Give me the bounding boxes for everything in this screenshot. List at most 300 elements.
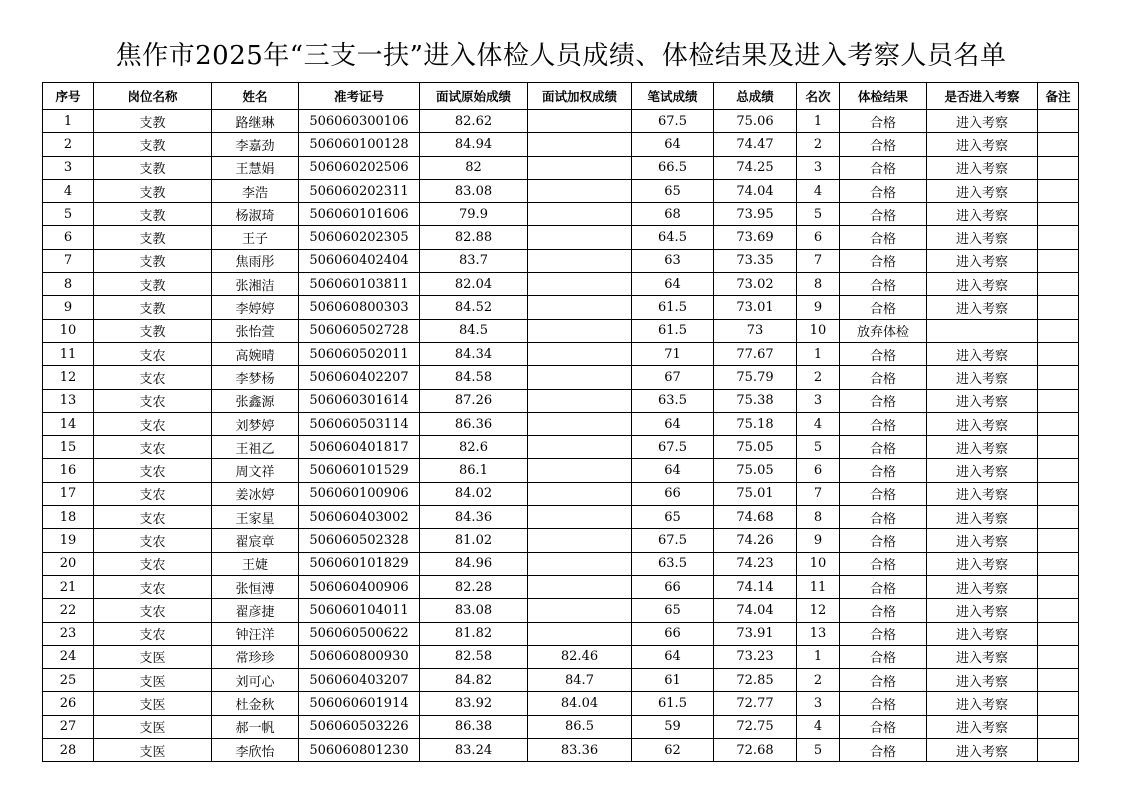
total-score-cell: 73.95 bbox=[714, 203, 797, 226]
rank-cell: 6 bbox=[797, 459, 840, 482]
interview-weighted-score-cell bbox=[528, 389, 632, 412]
index-cell: 18 bbox=[43, 506, 94, 529]
position-cell: 支医 bbox=[94, 739, 212, 762]
interview-weighted-score-cell: 82.46 bbox=[528, 645, 632, 668]
interview-raw-score-cell: 84.34 bbox=[420, 342, 528, 365]
table-row bbox=[43, 482, 1079, 505]
name-cell: 王婕 bbox=[212, 552, 299, 575]
position-cell: 支教 bbox=[94, 156, 212, 179]
interview-raw-score-cell: 82.58 bbox=[420, 645, 528, 668]
interview-raw-score-cell: 83.08 bbox=[420, 599, 528, 622]
total-score-cell: 77.67 bbox=[714, 342, 797, 365]
name-cell: 王慧娟 bbox=[212, 156, 299, 179]
rank-cell: 4 bbox=[797, 715, 840, 738]
index-cell: 28 bbox=[43, 739, 94, 762]
total-score-cell: 74.23 bbox=[714, 552, 797, 575]
physical-exam-result-cell: 合格 bbox=[840, 715, 927, 738]
table-row bbox=[43, 692, 1079, 715]
interview-weighted-score-cell bbox=[528, 459, 632, 482]
enter-inspection-cell: 进入考察 bbox=[927, 692, 1038, 715]
column-header-total-score: 总成绩 bbox=[714, 83, 797, 110]
physical-exam-result-cell: 合格 bbox=[840, 436, 927, 459]
enter-inspection-cell: 进入考察 bbox=[927, 366, 1038, 389]
name-cell: 李浩 bbox=[212, 179, 299, 202]
index-cell: 20 bbox=[43, 552, 94, 575]
physical-exam-result-cell: 合格 bbox=[840, 459, 927, 482]
name-cell: 李梦杨 bbox=[212, 366, 299, 389]
written-score-cell: 65 bbox=[632, 599, 714, 622]
interview-raw-score-cell: 84.5 bbox=[420, 319, 528, 342]
index-cell: 2 bbox=[43, 133, 94, 156]
interview-weighted-score-cell bbox=[528, 203, 632, 226]
interview-weighted-score-cell bbox=[528, 436, 632, 459]
position-cell: 支农 bbox=[94, 506, 212, 529]
name-cell: 杨淑琦 bbox=[212, 203, 299, 226]
interview-weighted-score-cell bbox=[528, 599, 632, 622]
index-cell: 8 bbox=[43, 273, 94, 296]
ticket-number-cell: 506060800930 bbox=[299, 645, 420, 668]
written-score-cell: 64 bbox=[632, 459, 714, 482]
written-score-cell: 67.5 bbox=[632, 436, 714, 459]
enter-inspection-cell: 进入考察 bbox=[927, 389, 1038, 412]
enter-inspection-cell: 进入考察 bbox=[927, 226, 1038, 249]
name-cell: 张鑫源 bbox=[212, 389, 299, 412]
written-score-cell: 66.5 bbox=[632, 156, 714, 179]
position-cell: 支农 bbox=[94, 459, 212, 482]
interview-weighted-score-cell bbox=[528, 622, 632, 645]
physical-exam-result-cell: 合格 bbox=[840, 273, 927, 296]
enter-inspection-cell: 进入考察 bbox=[927, 342, 1038, 365]
remarks-cell bbox=[1038, 482, 1079, 505]
position-cell: 支农 bbox=[94, 342, 212, 365]
total-score-cell: 74.14 bbox=[714, 575, 797, 598]
interview-raw-score-cell: 82 bbox=[420, 156, 528, 179]
enter-inspection-cell: 进入考察 bbox=[927, 133, 1038, 156]
interview-weighted-score-cell bbox=[528, 273, 632, 296]
total-score-cell: 75.06 bbox=[714, 110, 797, 133]
position-cell: 支教 bbox=[94, 203, 212, 226]
ticket-number-cell: 506060502328 bbox=[299, 529, 420, 552]
position-cell: 支教 bbox=[94, 319, 212, 342]
ticket-number-cell: 506060101529 bbox=[299, 459, 420, 482]
physical-exam-result-cell: 合格 bbox=[840, 366, 927, 389]
ticket-number-cell: 506060104011 bbox=[299, 599, 420, 622]
column-header-rank: 名次 bbox=[797, 83, 840, 110]
name-cell: 张恒溥 bbox=[212, 575, 299, 598]
ticket-number-cell: 506060801230 bbox=[299, 739, 420, 762]
total-score-cell: 74.26 bbox=[714, 529, 797, 552]
written-score-cell: 64 bbox=[632, 273, 714, 296]
position-cell: 支农 bbox=[94, 436, 212, 459]
written-score-cell: 59 bbox=[632, 715, 714, 738]
ticket-number-cell: 506060601914 bbox=[299, 692, 420, 715]
position-cell: 支农 bbox=[94, 482, 212, 505]
interview-raw-score-cell: 84.82 bbox=[420, 669, 528, 692]
enter-inspection-cell: 进入考察 bbox=[927, 575, 1038, 598]
position-cell: 支农 bbox=[94, 575, 212, 598]
rank-cell: 2 bbox=[797, 366, 840, 389]
ticket-number-cell: 506060403002 bbox=[299, 506, 420, 529]
name-cell: 王家星 bbox=[212, 506, 299, 529]
index-cell: 3 bbox=[43, 156, 94, 179]
index-cell: 22 bbox=[43, 599, 94, 622]
name-cell: 张湘洁 bbox=[212, 273, 299, 296]
rank-cell: 2 bbox=[797, 669, 840, 692]
index-cell: 17 bbox=[43, 482, 94, 505]
physical-exam-result-cell: 合格 bbox=[840, 156, 927, 179]
column-header-written-score: 笔试成绩 bbox=[632, 83, 714, 110]
rank-cell: 4 bbox=[797, 412, 840, 435]
enter-inspection-cell: 进入考察 bbox=[927, 273, 1038, 296]
table-row bbox=[43, 273, 1079, 296]
table-row bbox=[43, 156, 1079, 179]
ticket-number-cell: 506060202311 bbox=[299, 179, 420, 202]
enter-inspection-cell: 进入考察 bbox=[927, 715, 1038, 738]
enter-inspection-cell: 进入考察 bbox=[927, 482, 1038, 505]
remarks-cell bbox=[1038, 156, 1079, 179]
physical-exam-result-cell: 合格 bbox=[840, 645, 927, 668]
position-cell: 支医 bbox=[94, 715, 212, 738]
index-cell: 14 bbox=[43, 412, 94, 435]
name-cell: 路继琳 bbox=[212, 110, 299, 133]
remarks-cell bbox=[1038, 645, 1079, 668]
written-score-cell: 61.5 bbox=[632, 319, 714, 342]
written-score-cell: 64 bbox=[632, 645, 714, 668]
total-score-cell: 75.01 bbox=[714, 482, 797, 505]
table-row bbox=[43, 715, 1079, 738]
index-cell: 15 bbox=[43, 436, 94, 459]
remarks-cell bbox=[1038, 296, 1079, 319]
position-cell: 支医 bbox=[94, 669, 212, 692]
remarks-cell bbox=[1038, 622, 1079, 645]
name-cell: 常珍珍 bbox=[212, 645, 299, 668]
total-score-cell: 74.47 bbox=[714, 133, 797, 156]
ticket-number-cell: 506060402207 bbox=[299, 366, 420, 389]
total-score-cell: 75.05 bbox=[714, 436, 797, 459]
index-cell: 21 bbox=[43, 575, 94, 598]
total-score-cell: 75.38 bbox=[714, 389, 797, 412]
remarks-cell bbox=[1038, 739, 1079, 762]
physical-exam-result-cell: 合格 bbox=[840, 203, 927, 226]
interview-weighted-score-cell bbox=[528, 156, 632, 179]
table-row bbox=[43, 389, 1079, 412]
ticket-number-cell: 506060500622 bbox=[299, 622, 420, 645]
physical-exam-result-cell: 合格 bbox=[840, 506, 927, 529]
total-score-cell: 74.68 bbox=[714, 506, 797, 529]
interview-weighted-score-cell bbox=[528, 575, 632, 598]
name-cell: 刘梦婷 bbox=[212, 412, 299, 435]
remarks-cell bbox=[1038, 599, 1079, 622]
name-cell: 翟彦捷 bbox=[212, 599, 299, 622]
remarks-cell bbox=[1038, 133, 1079, 156]
table-row bbox=[43, 506, 1079, 529]
name-cell: 高婉晴 bbox=[212, 342, 299, 365]
ticket-number-cell: 506060800303 bbox=[299, 296, 420, 319]
interview-weighted-score-cell bbox=[528, 249, 632, 272]
physical-exam-result-cell: 合格 bbox=[840, 226, 927, 249]
interview-raw-score-cell: 87.26 bbox=[420, 389, 528, 412]
column-header-index: 序号 bbox=[43, 83, 94, 110]
interview-weighted-score-cell bbox=[528, 412, 632, 435]
interview-weighted-score-cell: 86.5 bbox=[528, 715, 632, 738]
position-cell: 支教 bbox=[94, 296, 212, 319]
total-score-cell: 73.69 bbox=[714, 226, 797, 249]
interview-raw-score-cell: 82.28 bbox=[420, 575, 528, 598]
interview-raw-score-cell: 82.04 bbox=[420, 273, 528, 296]
remarks-cell bbox=[1038, 552, 1079, 575]
ticket-number-cell: 506060401817 bbox=[299, 436, 420, 459]
interview-raw-score-cell: 82.62 bbox=[420, 110, 528, 133]
total-score-cell: 75.18 bbox=[714, 412, 797, 435]
enter-inspection-cell: 进入考察 bbox=[927, 739, 1038, 762]
physical-exam-result-cell: 合格 bbox=[840, 622, 927, 645]
table-row bbox=[43, 436, 1079, 459]
remarks-cell bbox=[1038, 249, 1079, 272]
written-score-cell: 66 bbox=[632, 482, 714, 505]
physical-exam-result-cell: 合格 bbox=[840, 342, 927, 365]
total-score-cell: 74.04 bbox=[714, 599, 797, 622]
rank-cell: 4 bbox=[797, 179, 840, 202]
ticket-number-cell: 506060300106 bbox=[299, 110, 420, 133]
position-cell: 支农 bbox=[94, 599, 212, 622]
position-cell: 支教 bbox=[94, 226, 212, 249]
remarks-cell bbox=[1038, 436, 1079, 459]
table-row bbox=[43, 459, 1079, 482]
remarks-cell bbox=[1038, 389, 1079, 412]
interview-weighted-score-cell bbox=[528, 226, 632, 249]
remarks-cell bbox=[1038, 506, 1079, 529]
remarks-cell bbox=[1038, 529, 1079, 552]
enter-inspection-cell: 进入考察 bbox=[927, 296, 1038, 319]
ticket-number-cell: 506060103811 bbox=[299, 273, 420, 296]
physical-exam-result-cell: 合格 bbox=[840, 296, 927, 319]
enter-inspection-cell: 进入考察 bbox=[927, 179, 1038, 202]
table-body bbox=[43, 110, 1079, 762]
physical-exam-result-cell: 合格 bbox=[840, 179, 927, 202]
physical-exam-result-cell: 合格 bbox=[840, 575, 927, 598]
written-score-cell: 63.5 bbox=[632, 552, 714, 575]
interview-weighted-score-cell bbox=[528, 506, 632, 529]
position-cell: 支农 bbox=[94, 389, 212, 412]
written-score-cell: 61 bbox=[632, 669, 714, 692]
enter-inspection-cell: 进入考察 bbox=[927, 156, 1038, 179]
physical-exam-result-cell: 合格 bbox=[840, 529, 927, 552]
rank-cell: 13 bbox=[797, 622, 840, 645]
interview-weighted-score-cell bbox=[528, 482, 632, 505]
ticket-number-cell: 506060202305 bbox=[299, 226, 420, 249]
name-cell: 王祖乙 bbox=[212, 436, 299, 459]
ticket-number-cell: 506060502728 bbox=[299, 319, 420, 342]
results-table bbox=[42, 82, 1079, 762]
rank-cell: 10 bbox=[797, 319, 840, 342]
written-score-cell: 61.5 bbox=[632, 296, 714, 319]
rank-cell: 8 bbox=[797, 506, 840, 529]
enter-inspection-cell: 进入考察 bbox=[927, 203, 1038, 226]
written-score-cell: 66 bbox=[632, 575, 714, 598]
interview-raw-score-cell: 84.58 bbox=[420, 366, 528, 389]
interview-raw-score-cell: 84.96 bbox=[420, 552, 528, 575]
index-cell: 7 bbox=[43, 249, 94, 272]
written-score-cell: 67.5 bbox=[632, 110, 714, 133]
index-cell: 12 bbox=[43, 366, 94, 389]
ticket-number-cell: 506060403207 bbox=[299, 669, 420, 692]
rank-cell: 5 bbox=[797, 739, 840, 762]
ticket-number-cell: 506060402404 bbox=[299, 249, 420, 272]
ticket-number-cell: 506060100128 bbox=[299, 133, 420, 156]
ticket-number-cell: 506060502011 bbox=[299, 342, 420, 365]
table-row bbox=[43, 203, 1079, 226]
rank-cell: 1 bbox=[797, 110, 840, 133]
name-cell: 钟汪洋 bbox=[212, 622, 299, 645]
column-header-physical-exam-result: 体检结果 bbox=[840, 83, 927, 110]
interview-raw-score-cell: 83.92 bbox=[420, 692, 528, 715]
remarks-cell bbox=[1038, 203, 1079, 226]
position-cell: 支教 bbox=[94, 110, 212, 133]
written-score-cell: 65 bbox=[632, 506, 714, 529]
column-header-ticket-number: 准考证号 bbox=[299, 83, 420, 110]
position-cell: 支农 bbox=[94, 552, 212, 575]
rank-cell: 9 bbox=[797, 529, 840, 552]
physical-exam-result-cell: 合格 bbox=[840, 389, 927, 412]
table-row bbox=[43, 249, 1079, 272]
index-cell: 11 bbox=[43, 342, 94, 365]
interview-weighted-score-cell bbox=[528, 366, 632, 389]
total-score-cell: 75.05 bbox=[714, 459, 797, 482]
rank-cell: 3 bbox=[797, 692, 840, 715]
total-score-cell: 73.91 bbox=[714, 622, 797, 645]
physical-exam-result-cell: 合格 bbox=[840, 669, 927, 692]
remarks-cell bbox=[1038, 110, 1079, 133]
remarks-cell bbox=[1038, 273, 1079, 296]
index-cell: 23 bbox=[43, 622, 94, 645]
rank-cell: 7 bbox=[797, 482, 840, 505]
enter-inspection-cell: 进入考察 bbox=[927, 249, 1038, 272]
remarks-cell bbox=[1038, 459, 1079, 482]
table-row bbox=[43, 366, 1079, 389]
total-score-cell: 73.23 bbox=[714, 645, 797, 668]
table-row bbox=[43, 179, 1079, 202]
rank-cell: 7 bbox=[797, 249, 840, 272]
index-cell: 27 bbox=[43, 715, 94, 738]
remarks-cell bbox=[1038, 412, 1079, 435]
column-header-name: 姓名 bbox=[212, 83, 299, 110]
physical-exam-result-cell: 合格 bbox=[840, 412, 927, 435]
enter-inspection-cell: 进入考察 bbox=[927, 110, 1038, 133]
written-score-cell: 63 bbox=[632, 249, 714, 272]
total-score-cell: 72.68 bbox=[714, 739, 797, 762]
index-cell: 26 bbox=[43, 692, 94, 715]
index-cell: 9 bbox=[43, 296, 94, 319]
position-cell: 支教 bbox=[94, 133, 212, 156]
rank-cell: 3 bbox=[797, 156, 840, 179]
position-cell: 支医 bbox=[94, 645, 212, 668]
table-row bbox=[43, 226, 1079, 249]
interview-weighted-score-cell bbox=[528, 296, 632, 319]
interview-raw-score-cell: 81.02 bbox=[420, 529, 528, 552]
enter-inspection-cell: 进入考察 bbox=[927, 459, 1038, 482]
table-row bbox=[43, 110, 1079, 133]
total-score-cell: 72.77 bbox=[714, 692, 797, 715]
enter-inspection-cell: 进入考察 bbox=[927, 412, 1038, 435]
interview-weighted-score-cell bbox=[528, 133, 632, 156]
table-row bbox=[43, 133, 1079, 156]
index-cell: 1 bbox=[43, 110, 94, 133]
name-cell: 郝一帆 bbox=[212, 715, 299, 738]
physical-exam-result-cell: 合格 bbox=[840, 482, 927, 505]
enter-inspection-cell: 进入考察 bbox=[927, 669, 1038, 692]
position-cell: 支医 bbox=[94, 692, 212, 715]
enter-inspection-cell: 进入考察 bbox=[927, 436, 1038, 459]
rank-cell: 9 bbox=[797, 296, 840, 319]
table-row bbox=[43, 342, 1079, 365]
interview-raw-score-cell: 83.08 bbox=[420, 179, 528, 202]
enter-inspection-cell: 进入考察 bbox=[927, 529, 1038, 552]
total-score-cell: 72.85 bbox=[714, 669, 797, 692]
rank-cell: 12 bbox=[797, 599, 840, 622]
written-score-cell: 64 bbox=[632, 133, 714, 156]
interview-weighted-score-cell bbox=[528, 342, 632, 365]
page-title: 焦作市2025年“三支一扶”进入体检人员成绩、体检结果及进入考察人员名单 bbox=[115, 41, 1007, 71]
position-cell: 支农 bbox=[94, 412, 212, 435]
total-score-cell: 73.02 bbox=[714, 273, 797, 296]
table-row bbox=[43, 552, 1079, 575]
position-cell: 支教 bbox=[94, 179, 212, 202]
enter-inspection-cell: 进入考察 bbox=[927, 552, 1038, 575]
position-cell: 支农 bbox=[94, 622, 212, 645]
remarks-cell bbox=[1038, 715, 1079, 738]
ticket-number-cell: 506060301614 bbox=[299, 389, 420, 412]
physical-exam-result-cell: 合格 bbox=[840, 599, 927, 622]
name-cell: 王子 bbox=[212, 226, 299, 249]
written-score-cell: 66 bbox=[632, 622, 714, 645]
enter-inspection-cell: 进入考察 bbox=[927, 645, 1038, 668]
position-cell: 支教 bbox=[94, 273, 212, 296]
physical-exam-result-cell: 放弃体检 bbox=[840, 319, 927, 342]
rank-cell: 6 bbox=[797, 226, 840, 249]
written-score-cell: 64 bbox=[632, 412, 714, 435]
rank-cell: 3 bbox=[797, 389, 840, 412]
interview-raw-score-cell: 82.6 bbox=[420, 436, 528, 459]
ticket-number-cell: 506060100906 bbox=[299, 482, 420, 505]
interview-weighted-score-cell bbox=[528, 110, 632, 133]
header-row bbox=[43, 83, 1079, 110]
name-cell: 杜金秋 bbox=[212, 692, 299, 715]
rank-cell: 1 bbox=[797, 645, 840, 668]
ticket-number-cell: 506060101829 bbox=[299, 552, 420, 575]
name-cell: 刘可心 bbox=[212, 669, 299, 692]
rank-cell: 10 bbox=[797, 552, 840, 575]
name-cell: 周文祥 bbox=[212, 459, 299, 482]
interview-raw-score-cell: 79.9 bbox=[420, 203, 528, 226]
written-score-cell: 63.5 bbox=[632, 389, 714, 412]
interview-weighted-score-cell bbox=[528, 529, 632, 552]
index-cell: 10 bbox=[43, 319, 94, 342]
interview-raw-score-cell: 84.94 bbox=[420, 133, 528, 156]
enter-inspection-cell: 进入考察 bbox=[927, 622, 1038, 645]
physical-exam-result-cell: 合格 bbox=[840, 110, 927, 133]
column-header-interview-raw-score: 面试原始成绩 bbox=[420, 83, 528, 110]
column-header-remarks: 备注 bbox=[1038, 83, 1079, 110]
rank-cell: 5 bbox=[797, 203, 840, 226]
written-score-cell: 67.5 bbox=[632, 529, 714, 552]
interview-weighted-score-cell: 83.36 bbox=[528, 739, 632, 762]
interview-weighted-score-cell: 84.7 bbox=[528, 669, 632, 692]
physical-exam-result-cell: 合格 bbox=[840, 552, 927, 575]
name-cell: 李欣怡 bbox=[212, 739, 299, 762]
column-header-position: 岗位名称 bbox=[94, 83, 212, 110]
ticket-number-cell: 506060101606 bbox=[299, 203, 420, 226]
physical-exam-result-cell: 合格 bbox=[840, 133, 927, 156]
